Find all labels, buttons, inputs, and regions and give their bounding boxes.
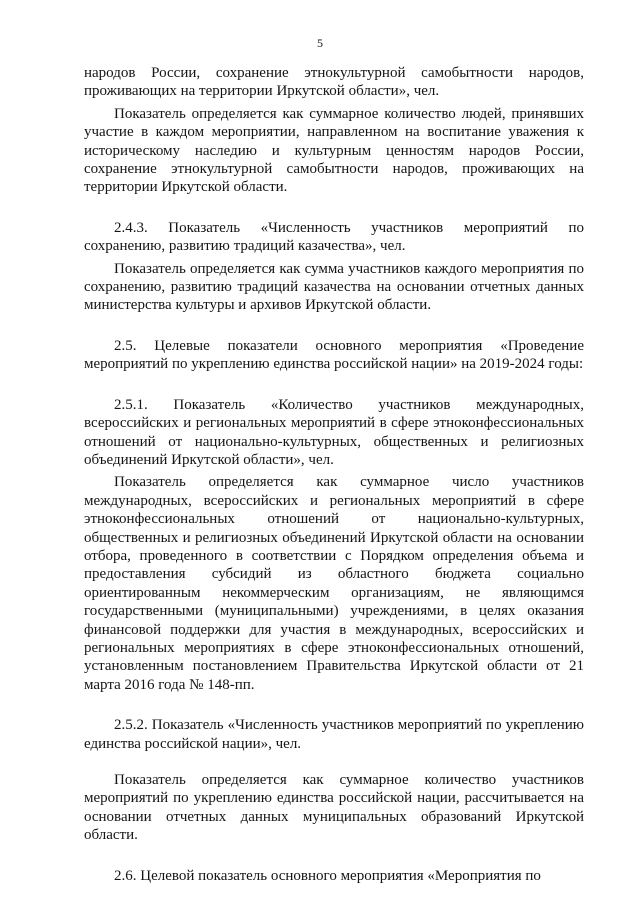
paragraph-indicator-definition: Показатель определяется как суммарное количество людей, принявших участие в каждом мероприятии, направленном на воспитание уважения к историческому наследию и культурным ценностям народов России, сохранение этнокультурной самобытности народов, проживающих на территории Иркутской области. — [84, 105, 584, 196]
paragraph-2-4-3: 2.4.3. Показатель «Численность участников мероприятий по сохранению, развитию традиций казачества», чел. — [84, 219, 584, 255]
paragraph-2-4-3-definition: Показатель определяется как сумма участников каждого мероприятия по сохранению, развитию традиций казачества на основании отчетных данных министерства культуры и архивов Иркутской области. — [84, 260, 584, 314]
paragraph-2-5-1-definition: Показатель определяется как суммарное число участников международных, всероссийских и региональных мероприятий в сфере этноконфессиональных отношений от национально-культурных, общественных и религиозных объединений Иркутской области на основании отбора, проведенного в соответствии с Порядком определения объема и предоставления субсидий из областного бюджета социально ориентированным некоммерческим организациям, не являющимся государственными (муниципальными) учреждениями, в целях оказания финансовой поддержки для участия в международных, всероссийских и региональных мероприятиях в сфере этноконфессиональных отношений, установленным постановлением Правительства Иркутской области от 21 марта 2016 года № 148-пп. — [84, 474, 584, 693]
document-body — [84, 64, 584, 885]
page-number: 5 — [317, 36, 323, 50]
paragraph-continuation: народов России, сохранение этнокультурной самобытности народов, проживающих на территории Иркутской области», чел. — [84, 65, 584, 100]
paragraph-2-5-1: 2.5.1. Показатель «Количество участников международных, всероссийских и региональных мероприятий в сфере этноконфессиональных отношений от национально-культурных, общественных и религиозных объединений Иркутской области», чел. — [84, 396, 584, 468]
paragraph-2-5-2-definition: Показатель определяется как суммарное количество участников мероприятий по укреплению единства российской нации, рассчитывается на основании отчетных данных муниципальных образований Иркутской области. — [84, 772, 584, 844]
paragraph-2-5: 2.5. Целевые показатели основного мероприятия «Проведение мероприятий по укреплению единства российской нации» на 2019-2024 годы: — [84, 337, 584, 373]
paragraph-2-5-2: 2.5.2. Показатель «Численность участников мероприятий по укреплению единства российской нации», чел. — [84, 717, 584, 752]
paragraph-2-6: 2.6. Целевой показатель основного мероприятия «Мероприятия по — [114, 867, 541, 884]
